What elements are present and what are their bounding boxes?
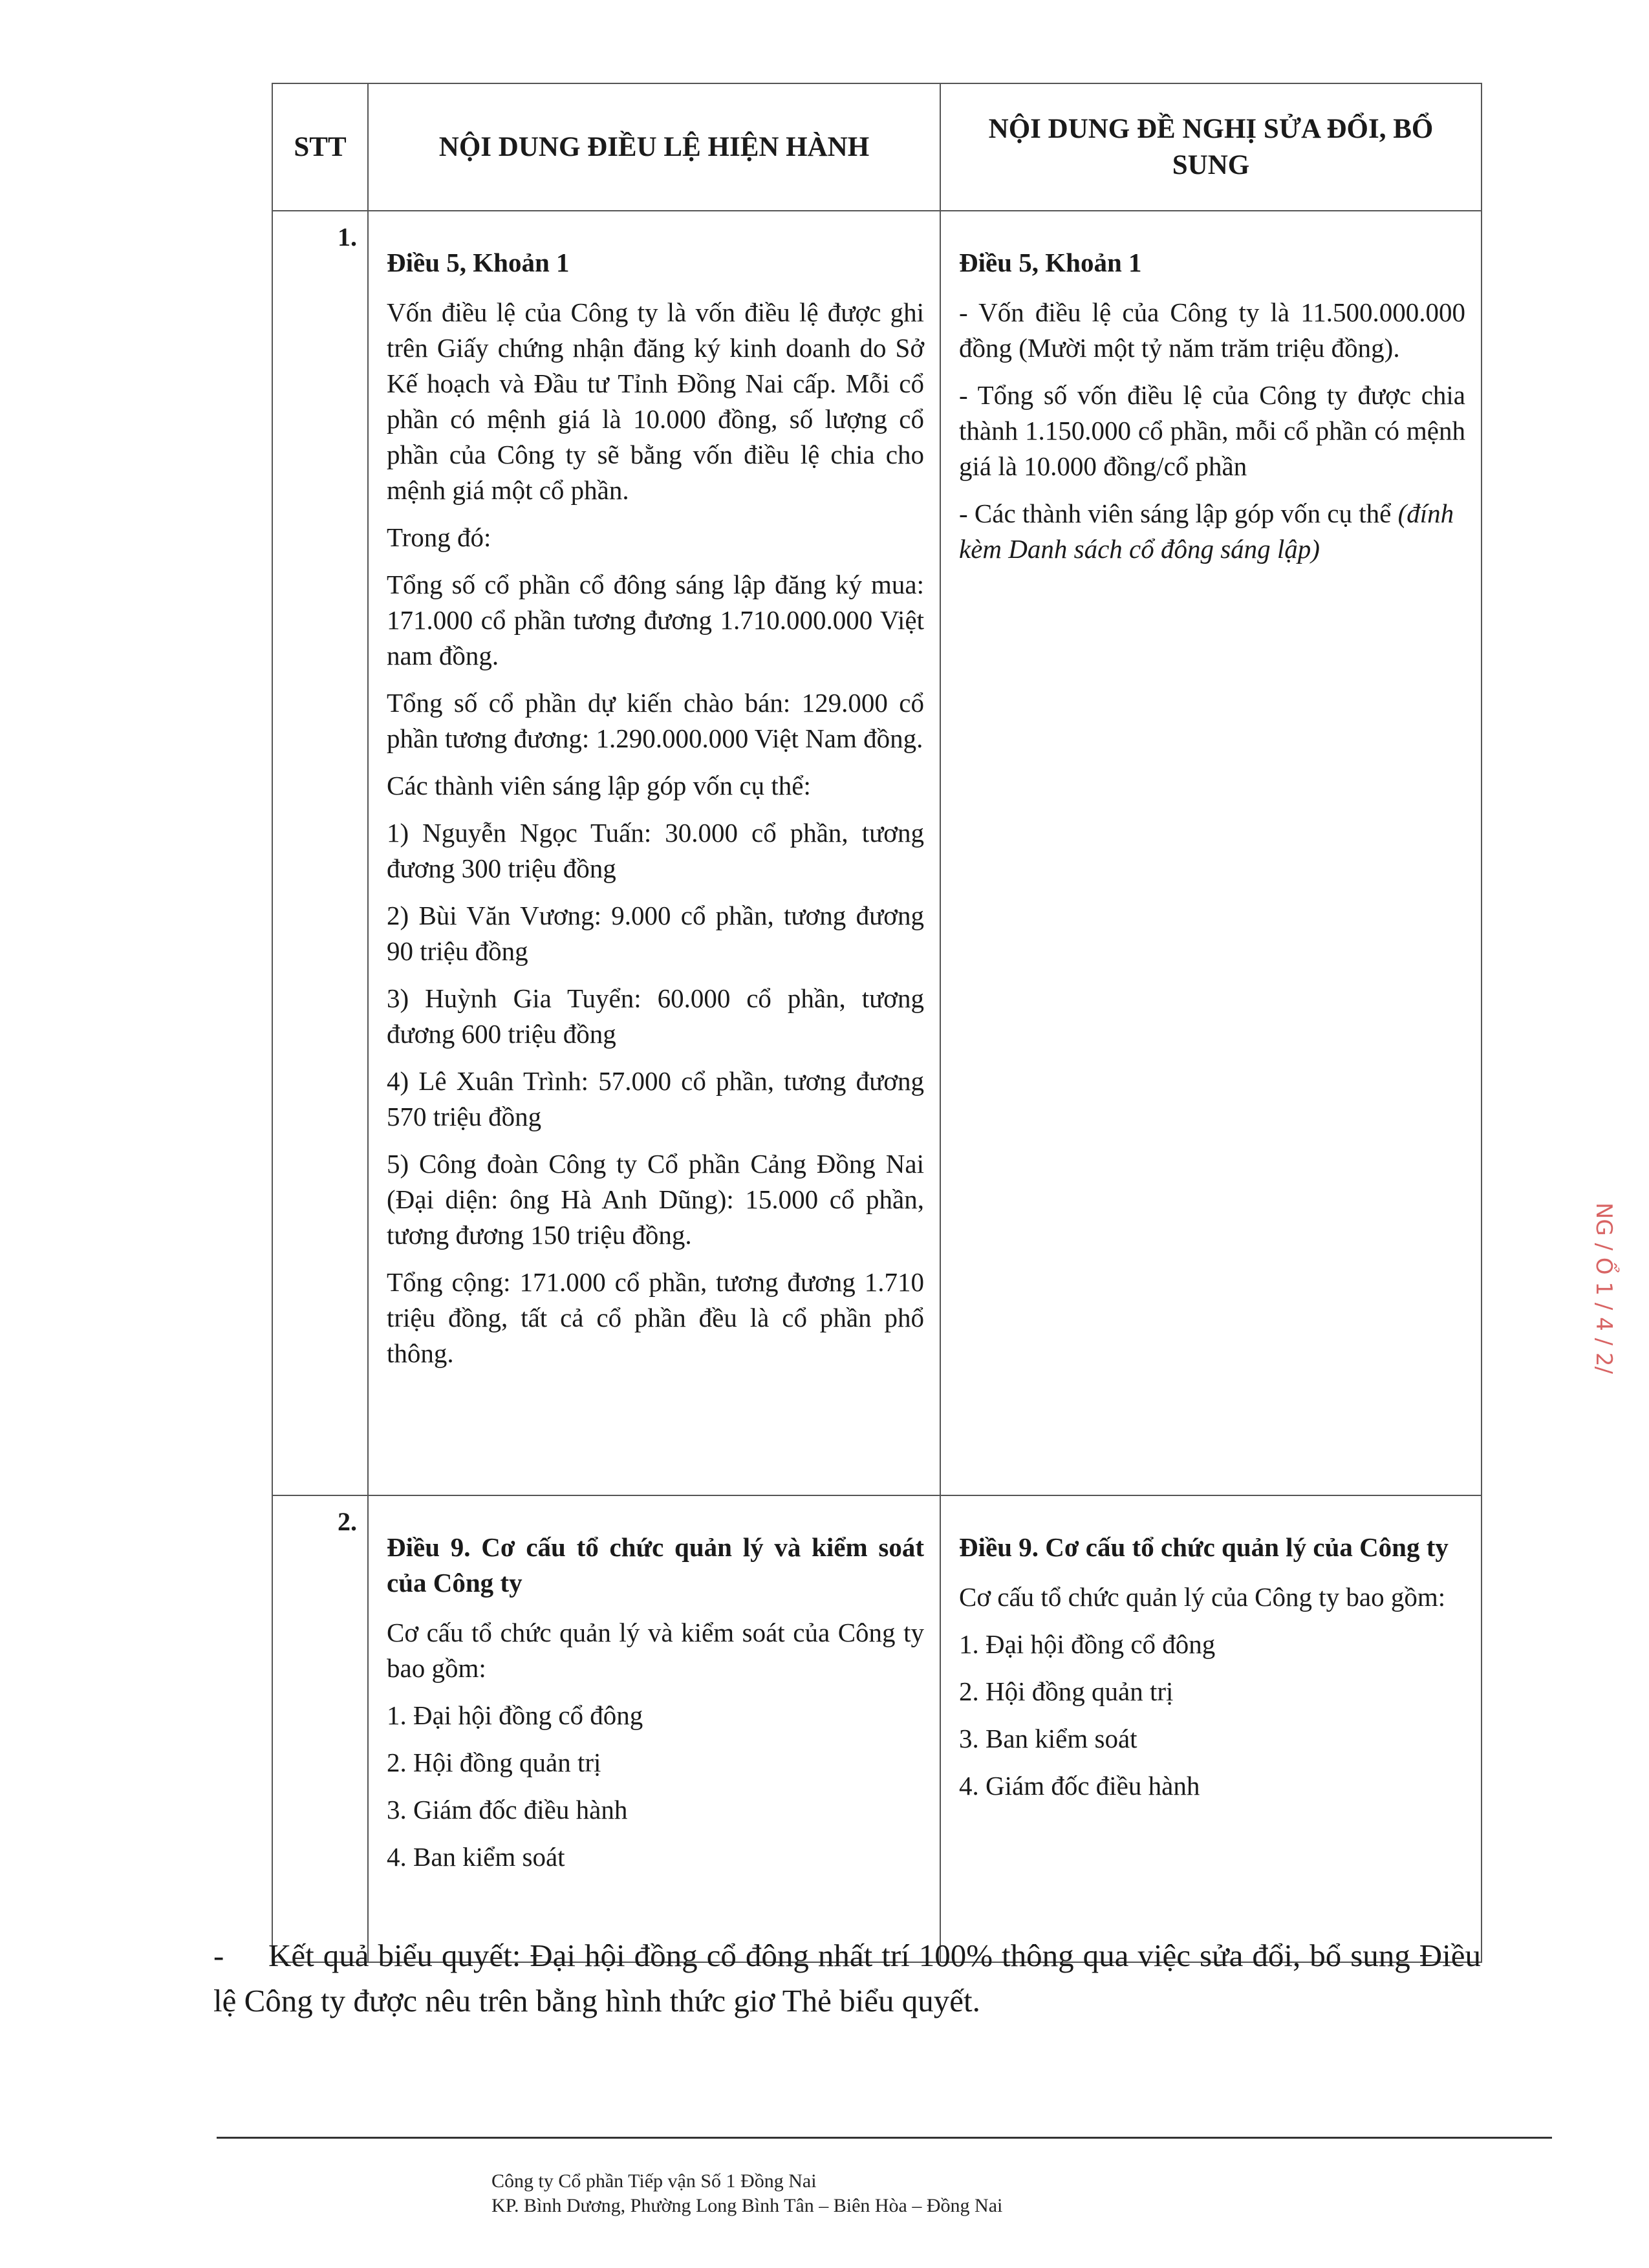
proposed-paragraph: 1. Đại hội đồng cổ đông	[959, 1629, 1216, 1659]
proposed-paragraph: - Vốn điều lệ của Công ty là 11.500.000.000 đồng (Mười một tỷ năm trăm triệu đồng).	[959, 297, 1465, 363]
row-number: 1.	[338, 222, 357, 251]
current-paragraph: Cơ cấu tổ chức quản lý và kiểm soát của Công ty bao gồm:	[387, 1618, 924, 1683]
current-paragraph: Tổng số cổ phần cổ đông sáng lập đăng ký mua: 171.000 cổ phần tương đương 1.710.000.000 Việt nam đồng.	[387, 570, 924, 670]
header-proposed-content	[940, 83, 1482, 211]
vote-result-paragraph	[213, 1933, 1481, 2024]
proposed-paragraph: Cơ cấu tổ chức quản lý của Công ty bao gồm:	[959, 1582, 1446, 1612]
current-paragraph: 1. Đại hội đồng cổ đông	[387, 1700, 643, 1730]
proposed-italic-note: (đính kèm Danh sách cổ đông sáng lập)	[959, 498, 1454, 564]
current-paragraph: Tổng số cổ phần dự kiến chào bán: 129.000 cổ phần tương đương: 1.290.000.000 Việt Nam đồng.	[387, 688, 924, 753]
footer-address: KP. Bình Dương, Phường Long Bình Tân – Biên Hòa – Đồng Nai	[491, 2195, 1003, 2216]
proposed-content-cell	[940, 211, 1482, 1495]
proposed-paragraph: 3. Ban kiểm soát	[959, 1724, 1137, 1753]
footer	[491, 2169, 1002, 2218]
proposed-paragraph: 4. Giám đốc điều hành	[959, 1771, 1200, 1801]
proposed-paragraph: - Tổng số vốn điều lệ của Công ty được chia thành 1.150.000 cổ phần, mỗi cổ phần có mệnh giá là 10.000 đồng/cổ phần	[959, 380, 1465, 481]
current-paragraph: Trong đó:	[387, 522, 491, 552]
footer-divider	[217, 2137, 1552, 2139]
current-paragraph: 2. Hội đồng quản trị	[387, 1748, 601, 1777]
vote-result-dash: -	[213, 1938, 224, 1973]
table-row	[272, 1495, 1482, 1962]
proposed-article-heading: Điều 9. Cơ cấu tổ chức quản lý của Công ty	[959, 1532, 1449, 1562]
row-number-cell	[272, 1495, 368, 1962]
proposed-article-heading: Điều 5, Khoản 1	[959, 248, 1142, 277]
footer-company: Công ty Cổ phần Tiếp vận Số 1 Đồng Nai	[491, 2170, 817, 2192]
row-number-cell	[272, 211, 368, 1495]
row-number: 2.	[338, 1507, 357, 1536]
margin-stamp: NG / Ổ 1 / 4 / 2/	[1591, 1203, 1617, 1374]
current-paragraph: 4) Lê Xuân Trình: 57.000 cổ phần, tương đương 570 triệu đồng	[387, 1066, 924, 1131]
current-article-heading: Điều 5, Khoản 1	[387, 248, 570, 277]
current-article-heading: Điều 9. Cơ cấu tổ chức quản lý và kiểm soát của Công ty	[387, 1532, 924, 1598]
header-stt: STT	[272, 83, 368, 211]
table-header-row	[272, 83, 1482, 211]
table-row	[272, 211, 1482, 1495]
current-paragraph: Vốn điều lệ của Công ty là vốn điều lệ được ghi trên Giấy chứng nhận đăng ký kinh doanh do Sở Kế hoạch và Đầu tư Tỉnh Đồng Nai cấp. Mỗi cổ phần có mệnh giá là 10.000 đồng, số lượng cổ phần của Công ty sẽ bằng vốn điều lệ chia cho mệnh giá một cổ phần.	[387, 297, 924, 505]
current-content-cell	[368, 1495, 940, 1962]
header-current-content: NỘI DUNG ĐIỀU LỆ HIỆN HÀNH	[368, 83, 940, 211]
current-paragraph: 3) Huỳnh Gia Tuyển: 60.000 cổ phần, tương đương 600 triệu đồng	[387, 983, 924, 1049]
current-paragraph: 5) Công đoàn Công ty Cổ phần Cảng Đồng Nai (Đại diện: ông Hà Anh Dũng): 15.000 cổ phần, tương đương 150 triệu đồng.	[387, 1149, 924, 1250]
current-paragraph: 1) Nguyễn Ngọc Tuấn: 30.000 cổ phần, tương đương 300 triệu đồng	[387, 818, 924, 883]
header-proposed-text: NỘI DUNG ĐỀ NGHỊ SỬA ĐỔI, BỔ SUNG	[988, 113, 1434, 180]
current-paragraph: Các thành viên sáng lập góp vốn cụ thể:	[387, 771, 811, 800]
proposed-paragraph: 2. Hội đồng quản trị	[959, 1676, 1174, 1706]
current-paragraph: 2) Bùi Văn Vương: 9.000 cổ phần, tương đương 90 triệu đồng	[387, 901, 924, 966]
vote-result-text: Kết quả biểu quyết: Đại hội đồng cổ đông nhất trí 100% thông qua việc sửa đổi, bổ sung Điều lệ Công ty được nêu trên bằng hình thức giơ Thẻ biểu quyết.	[213, 1938, 1481, 2018]
proposed-content-cell	[940, 1495, 1482, 1962]
amendment-table	[272, 83, 1482, 1963]
proposed-paragraph	[959, 496, 1465, 567]
current-content-cell	[368, 211, 940, 1495]
proposed-text: - Các thành viên sáng lập góp vốn cụ thể	[959, 498, 1398, 528]
current-paragraph: Tổng cộng: 171.000 cổ phần, tương đương 1.710 triệu đồng, tất cả cổ phần đều là cổ phần phổ thông.	[387, 1267, 924, 1368]
current-paragraph: 4. Ban kiểm soát	[387, 1842, 565, 1872]
current-paragraph: 3. Giám đốc điều hành	[387, 1795, 628, 1824]
